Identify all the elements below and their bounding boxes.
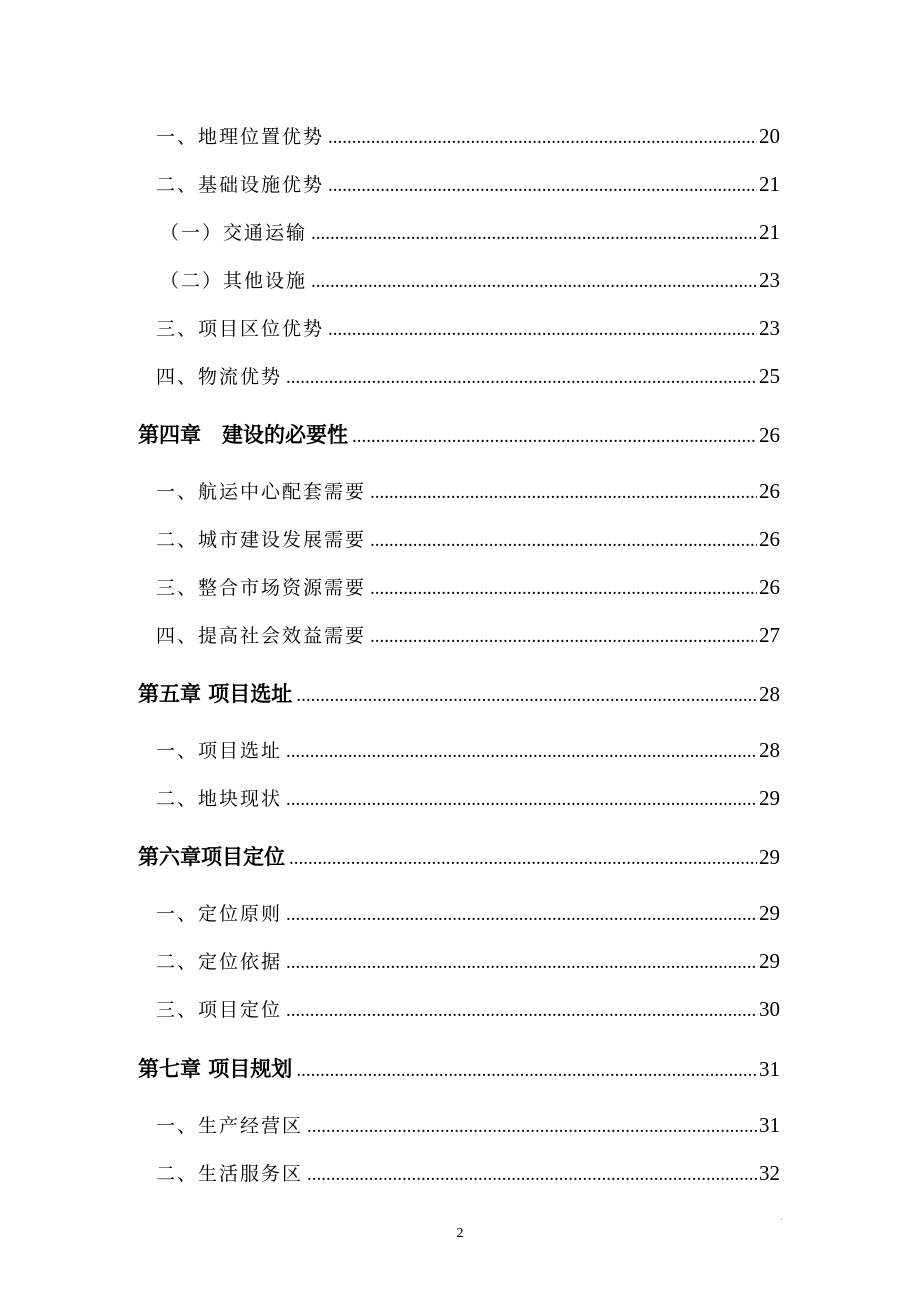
toc-entry[interactable] [156,1159,780,1186]
toc-entry-page: 28 [759,738,780,762]
dot-leader [328,175,757,197]
toc-chapter-label: 第六章项目定位 [138,845,285,869]
page-number: 2 [456,1226,464,1241]
toc-entry[interactable] [156,621,780,648]
toc-entry-page: 32 [759,1161,780,1185]
toc-chapter-label: 第五章 项目选址 [138,682,293,706]
toc-entry-page: 25 [759,364,780,388]
toc-entry-label: 三、项目定位 [156,999,283,1021]
toc-entry[interactable] [156,314,780,341]
toc-entry[interactable] [156,947,780,974]
toc-chapter-label: 第四章 建设的必要性 [138,423,348,447]
dot-leader [370,578,757,600]
toc-entry-label: 二、地块现状 [156,788,283,810]
dot-leader [286,904,757,926]
toc-entry[interactable] [156,362,780,389]
toc-chapter-page: 31 [759,1057,780,1081]
toc-entry[interactable] [156,525,780,552]
dot-leader [328,127,757,149]
dot-leader [307,1116,757,1138]
dot-leader [286,789,757,811]
toc-entry-label: 一、航运中心配套需要 [156,481,367,503]
toc-entry[interactable] [156,122,780,149]
toc-entry[interactable] [156,736,780,763]
toc-entry-page: 31 [759,1113,780,1137]
toc-entry[interactable] [160,218,780,245]
toc-chapter-entry[interactable] [138,419,780,449]
toc-entry-label: 一、地理位置优势 [156,126,325,148]
toc-entry-label: （一）交通运输 [160,222,308,244]
toc-chapter-entry[interactable] [138,1053,780,1083]
toc-entry-label: 三、整合市场资源需要 [156,577,367,599]
toc-chapter-page: 29 [759,845,780,869]
toc-entry-label: 二、定位依据 [156,951,283,973]
toc-entry-page: 23 [759,268,780,292]
dot-leader [286,741,757,763]
toc-entry[interactable] [156,170,780,197]
toc-entry-label: 一、生产经营区 [156,1115,304,1137]
toc-entry-page: 26 [759,527,780,551]
toc-entry-label: 一、定位原则 [156,903,283,925]
dot-leader [296,685,757,707]
toc-entry-page: 21 [759,172,780,196]
toc-entry-page: 29 [759,949,780,973]
dot-leader [370,530,757,552]
dot-leader [311,223,757,245]
dot-leader [286,367,757,389]
toc-chapter-label: 第七章 项目规划 [138,1057,293,1081]
dot-leader [352,426,757,448]
dot-leader [289,848,757,870]
dot-leader [370,482,757,504]
toc-entry-label: 四、物流优势 [156,366,283,388]
page-mark: . [780,1212,783,1223]
dot-leader [286,952,757,974]
toc-entry[interactable] [156,899,780,926]
dot-leader [370,626,757,648]
toc-entry-page: 26 [759,575,780,599]
toc-entry-page: 20 [759,124,780,148]
toc-entry[interactable] [156,784,780,811]
toc-entry[interactable] [156,573,780,600]
toc-entry-page: 30 [759,997,780,1021]
toc-chapter-entry[interactable] [138,841,780,871]
toc-entry[interactable] [156,995,780,1022]
toc-entry-page: 29 [759,901,780,925]
toc-entry-label: （二）其他设施 [160,270,308,292]
toc-entry-label: 三、项目区位优势 [156,318,325,340]
dot-leader [286,1000,757,1022]
toc-entry-page: 27 [759,623,780,647]
toc-entry-label: 二、基础设施优势 [156,174,325,196]
toc-entry-page: 21 [759,220,780,244]
toc-entry-label: 一、项目选址 [156,740,283,762]
toc-entry-page: 23 [759,316,780,340]
toc-entry-label: 二、城市建设发展需要 [156,529,367,551]
toc-entry-label: 四、提高社会效益需要 [156,625,367,647]
toc-entry-page: 26 [759,479,780,503]
toc-entry[interactable] [156,1111,780,1138]
toc-chapter-entry[interactable] [138,678,780,708]
toc-chapter-page: 28 [759,682,780,706]
dot-leader [328,319,757,341]
dot-leader [296,1060,757,1082]
toc-chapter-page: 26 [759,423,780,447]
dot-leader [307,1164,757,1186]
toc-entry-label: 二、生活服务区 [156,1163,304,1185]
toc-entry[interactable] [160,266,780,293]
dot-leader [311,271,757,293]
toc-entry-page: 29 [759,786,780,810]
toc-entry[interactable] [156,477,780,504]
